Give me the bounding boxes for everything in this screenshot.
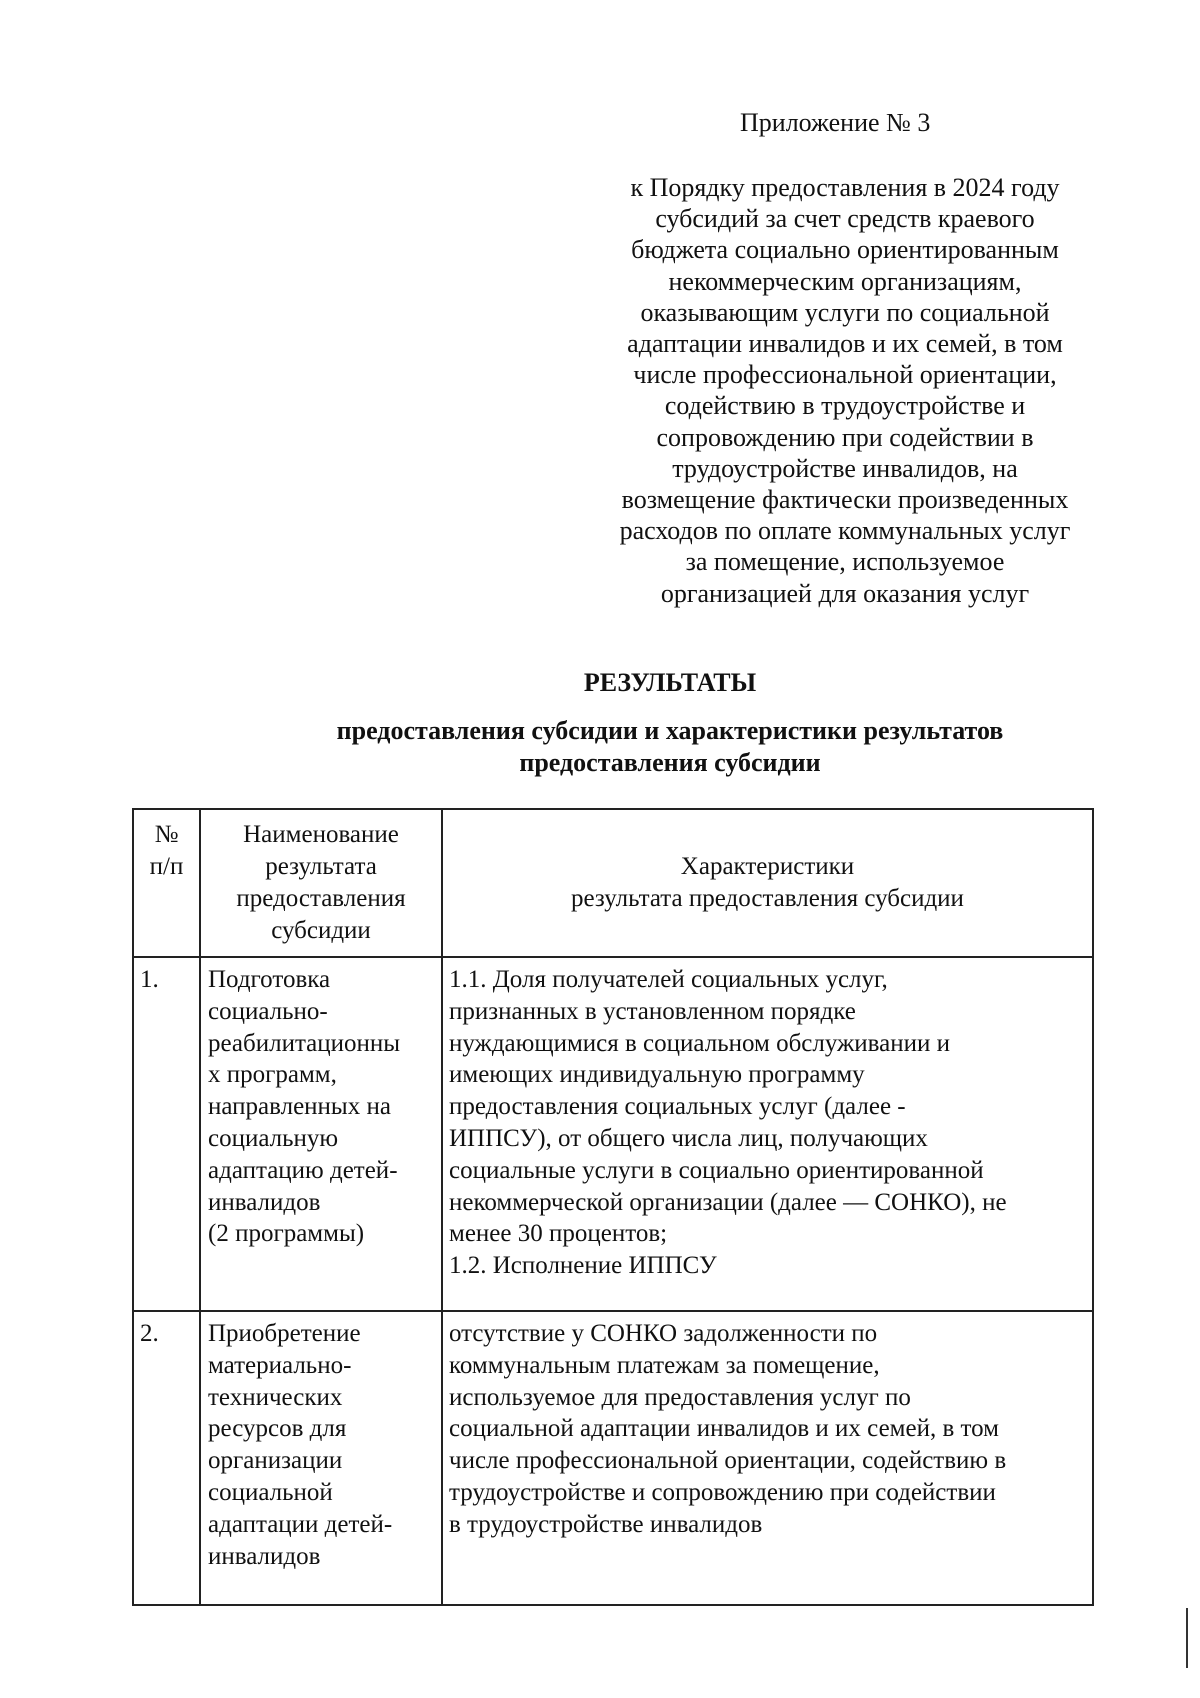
- results-table: [132, 808, 1094, 1606]
- appendix-subtitle-line: субсидий за счет средств краевого: [655, 204, 1035, 234]
- row-result-name-line: материально-: [208, 1351, 352, 1379]
- row-number: 1.: [133, 957, 200, 1311]
- appendix-subtitle-line: бюджета социально ориентированным: [631, 235, 1059, 265]
- row-characteristics-line: коммунальным платежам за помещение,: [449, 1351, 880, 1379]
- row-result-name-line: ресурсов для: [208, 1415, 347, 1443]
- appendix-subtitle-line: трудоустройстве инвалидов, на: [672, 453, 1018, 483]
- row-result-name-line: реабилитационны: [208, 1029, 401, 1057]
- row-number: 2.: [133, 1311, 200, 1605]
- row-characteristics-line: некоммерческой организации (далее — СОНКО), не: [449, 1188, 1007, 1216]
- row-result-name-line: организации: [208, 1447, 343, 1475]
- appendix-subtitle-line: расходов по оплате коммунальных услуг: [619, 516, 1071, 546]
- table-header-row: [133, 809, 1093, 957]
- row-result-name-line: социальную: [208, 1124, 339, 1152]
- row-result-name-line: социально-: [208, 997, 328, 1025]
- table-row: [133, 957, 1093, 1311]
- appendix-subtitle-line: возмещение фактически произведенных: [621, 485, 1069, 515]
- header-characteristics-line: результата предоставления субсидии: [571, 885, 964, 912]
- row-characteristics-line: социальные услуги в социально ориентированной: [449, 1156, 984, 1184]
- row-result-name-line: технических: [208, 1383, 343, 1411]
- document-heading: РЕЗУЛЬТАТЫ: [583, 668, 757, 697]
- scan-edge-mark: [1186, 1608, 1188, 1668]
- row-characteristics-line: ИППСУ), от общего числа лиц, получающих: [449, 1124, 928, 1152]
- row-result-name-line: направленных на: [208, 1093, 391, 1121]
- row-result-name: [200, 1311, 442, 1605]
- appendix-subtitle-line: за помещение, используемое: [685, 547, 1005, 577]
- row-result-name-line: х программ,: [208, 1061, 337, 1089]
- row-result-name-line: (2 программы): [208, 1220, 365, 1248]
- appendix-subtitle-line: числе профессиональной ориентации,: [633, 360, 1057, 390]
- row-characteristics-line: менее 30 процентов;: [449, 1220, 668, 1248]
- appendix-subtitle-line: содействию в трудоустройстве и: [664, 391, 1026, 421]
- table-row: [133, 1311, 1093, 1605]
- header-number: [133, 809, 200, 957]
- appendix-subtitle: [585, 172, 1105, 609]
- appendix-subtitle-line: к Порядку предоставления в 2024 году: [630, 173, 1060, 202]
- appendix-subtitle-line: сопровождению при содействии в: [656, 422, 1034, 452]
- header-result-name-line: предоставления: [236, 885, 406, 912]
- row-characteristics-line: имеющих индивидуальную программу: [449, 1061, 865, 1089]
- document-subheading-line-1: предоставления субсидии и характеристики результатов: [336, 716, 1004, 745]
- appendix-title: Приложение № 3: [740, 108, 931, 137]
- row-result-name-line: социальной: [208, 1478, 333, 1506]
- row-characteristics: [442, 957, 1093, 1311]
- header-number-line: №: [154, 821, 179, 849]
- header-characteristics-line: Характеристики: [680, 853, 855, 881]
- row-characteristics-line: 1.2. Исполнение ИППСУ: [449, 1252, 717, 1280]
- row-result-name-line: адаптации детей-: [208, 1510, 393, 1538]
- row-characteristics-line: социальной адаптации инвалидов и их семей, в том: [449, 1415, 999, 1443]
- row-result-name-line: адаптацию детей-: [208, 1156, 398, 1184]
- appendix-subtitle-line: организацией для оказания услуг: [660, 578, 1030, 608]
- row-result-name-line: Приобретение: [208, 1320, 361, 1347]
- row-result-name: [200, 957, 442, 1311]
- header-result-name: [200, 809, 442, 957]
- row-result-name-line: Подготовка: [208, 966, 331, 993]
- header-result-name-line: результата: [265, 853, 377, 881]
- row-characteristics-line: признанных в установленном порядке: [449, 997, 856, 1025]
- appendix-subtitle-line: некоммерческим организациям,: [668, 266, 1022, 296]
- appendix-subtitle-line: адаптации инвалидов и их семей, в том: [627, 329, 1063, 359]
- header-result-name-line: субсидии: [271, 916, 371, 944]
- row-characteristics-line: в трудоустройстве инвалидов: [449, 1510, 763, 1538]
- row-result-name-line: инвалидов: [208, 1542, 321, 1570]
- header-characteristics: [442, 809, 1093, 957]
- appendix-subtitle-line: оказывающим услуги по социальной: [640, 297, 1050, 327]
- row-characteristics-line: предоставления социальных услуг (далее -: [449, 1093, 906, 1121]
- row-characteristics-line: трудоустройстве и сопровождению при содействии: [449, 1478, 996, 1506]
- row-result-name-line: инвалидов: [208, 1188, 321, 1216]
- document-subheading-line-2: предоставления субсидии: [519, 748, 821, 777]
- row-characteristics-line: отсутствие у СОНКО задолженности по: [449, 1320, 878, 1347]
- row-characteristics: [442, 1311, 1093, 1605]
- header-result-name-line: Наименование: [243, 821, 399, 849]
- header-number-line: п/п: [149, 853, 184, 881]
- row-characteristics-line: используемое для предоставления услуг по: [449, 1383, 911, 1411]
- row-characteristics-line: 1.1. Доля получателей социальных услуг,: [449, 966, 888, 993]
- row-characteristics-line: числе профессиональной ориентации, содействию в: [449, 1447, 1007, 1475]
- row-characteristics-line: нуждающимися в социальном обслуживании и: [449, 1029, 951, 1057]
